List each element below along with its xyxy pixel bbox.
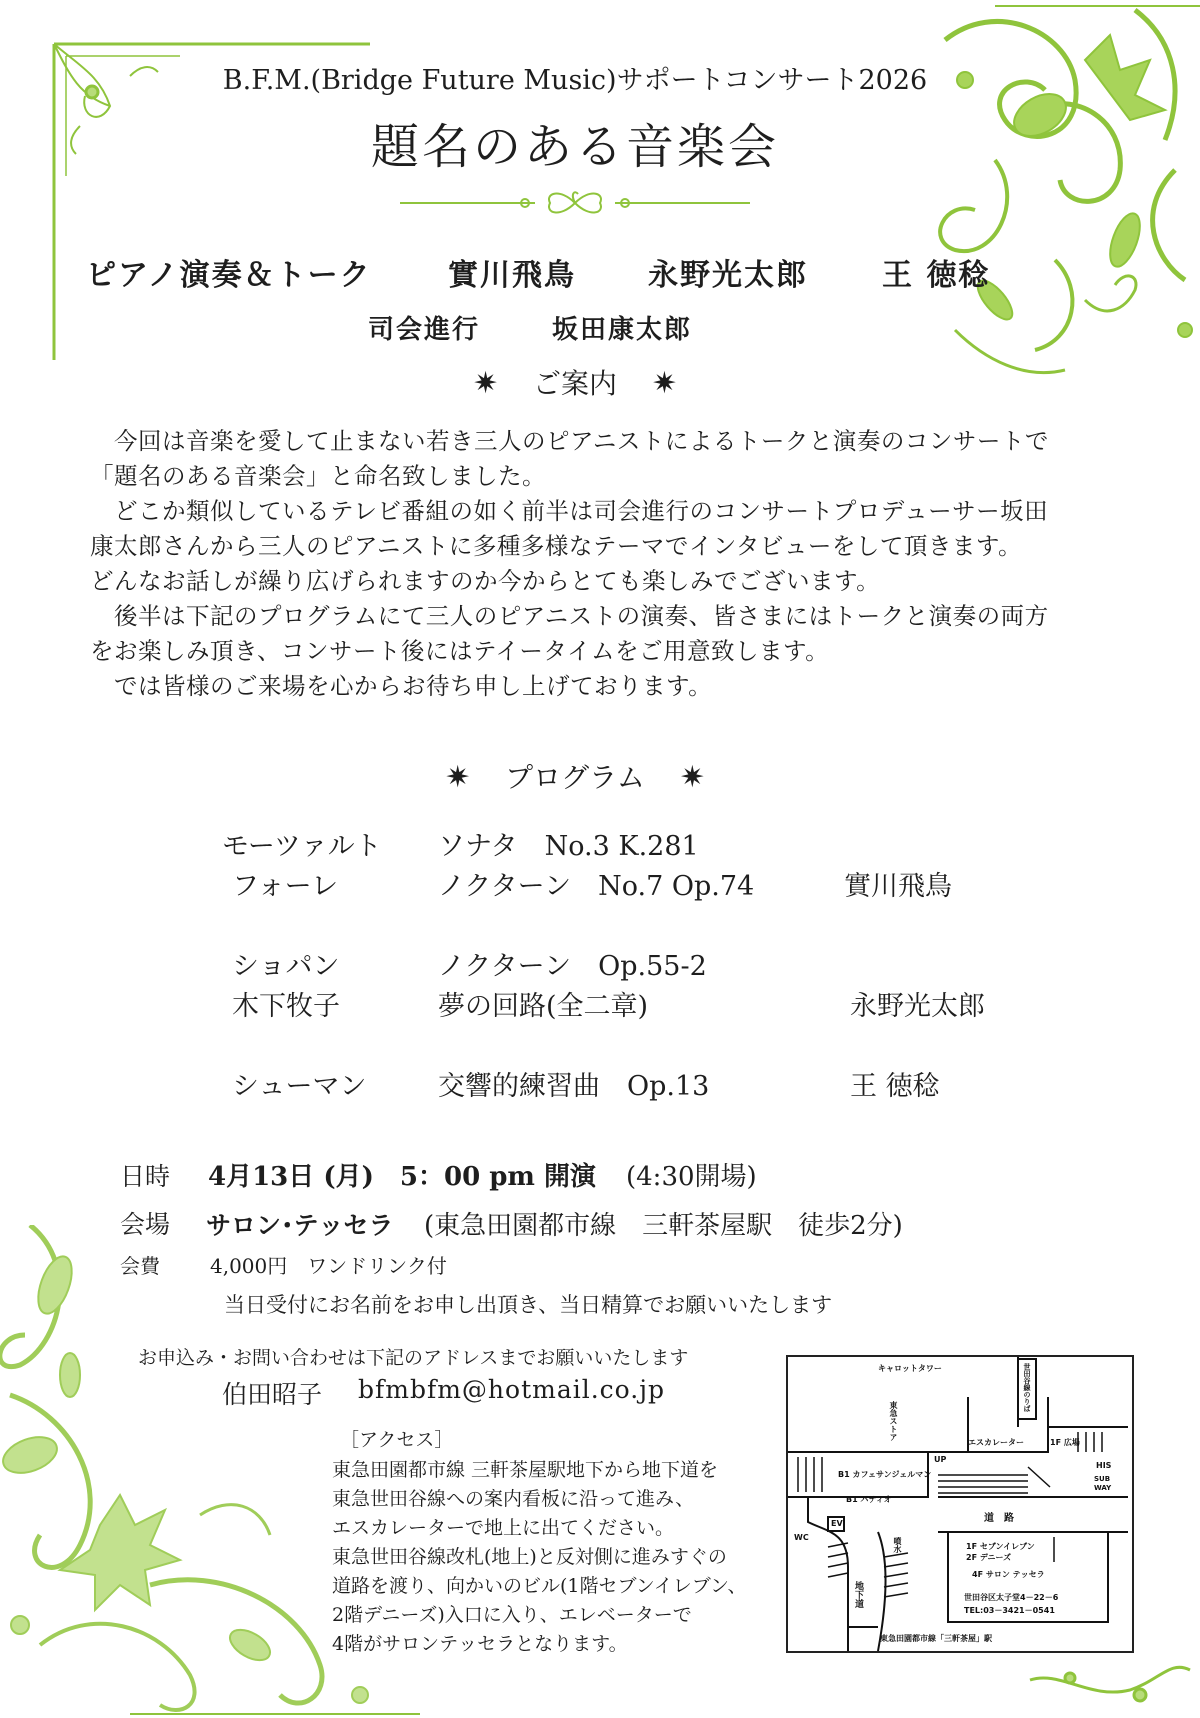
guide-line: どんなお話しが繰り広げられますのか今からとても楽しみでございます。	[90, 567, 881, 595]
performer-name-3: 王 徳稔	[882, 258, 991, 293]
contact-intro: お申込み・お問い合わせは下記のアドレスまでお願いいたします	[138, 1347, 689, 1369]
program-work: 交響的練習曲 Op.13	[438, 1071, 710, 1102]
map-label: キャロットタワー	[878, 1364, 942, 1373]
fee-label: 会費	[120, 1254, 160, 1278]
access-line: 2階デニーズ)入口に入り、エレベーターで	[332, 1604, 692, 1626]
guide-heading	[0, 362, 1150, 402]
map-label: EV	[831, 1519, 843, 1528]
mc-name: 坂田康太郎	[552, 315, 693, 345]
map-label: エスカレーター	[968, 1438, 1024, 1447]
venue-value: サロン･テッセラ	[206, 1211, 394, 1240]
guide-line: では皆様のご来場を心からお待ち申し上げております。	[90, 672, 713, 700]
program-work: 夢の回路(全二章)	[438, 991, 649, 1022]
venue-label: 会場	[120, 1210, 171, 1239]
contact-email[interactable]: bfmbfm@hotmail.co.jp	[358, 1375, 665, 1404]
access-line: エスカレーターで地上に出てください。	[332, 1517, 675, 1539]
map-label: 1F セブンイレブン	[966, 1542, 1035, 1551]
guide-line: 今回は音楽を愛して止まない若き三人のピアニストによるトークと演奏のコンサートで	[90, 427, 1049, 455]
guide-line: をお楽しみ頂き、コンサート後にはテイータイムをご用意致します。	[90, 637, 830, 665]
map-lines	[788, 1357, 1132, 1651]
date-label: 日時	[120, 1162, 171, 1191]
program-performer: 實川飛鳥	[844, 871, 952, 902]
program-heading	[0, 756, 1150, 796]
map-label: 地下道	[853, 1581, 863, 1608]
guide-heading-text: ご案内	[532, 367, 617, 400]
program-composer: ショパン	[232, 951, 340, 982]
access-line: 東急田園都市線 三軒茶屋駅地下から地下道を	[332, 1459, 719, 1481]
star-icon: ✷	[651, 366, 678, 401]
mc-label: 司会進行	[368, 315, 481, 345]
date-value: 4月13日 (月) 5：00 pm 開演	[208, 1162, 596, 1192]
access-line: 東急世田谷線への案内看板に沿って進み、	[332, 1488, 695, 1510]
access-line: 東急世田谷線改札(地上)と反対側に進みすぐの	[332, 1546, 727, 1568]
map-label: SUB WAY	[1094, 1475, 1112, 1492]
map-label: 東急ストア	[889, 1401, 898, 1441]
access-line: 道路を渡り、向かいのビル(1階セブンイレブン、	[332, 1575, 747, 1597]
map-label: 世田谷線のりば	[1023, 1363, 1031, 1412]
program-composer: 木下牧子	[232, 991, 340, 1022]
map-label: 東急田園都市線「三軒茶屋」駅	[880, 1634, 992, 1643]
access-map	[786, 1355, 1134, 1653]
map-label: 道 路	[984, 1513, 1014, 1524]
performer-name-1: 實川飛鳥	[448, 258, 576, 293]
star-icon: ✷	[445, 760, 471, 795]
program-composer: フォーレ	[232, 871, 339, 902]
performers-label: ピアノ演奏＆トーク	[86, 258, 372, 293]
fee-note: 当日受付にお名前をお申し出頂き、当日精算でお願いいたします	[224, 1293, 833, 1317]
map-label: 2F デニーズ	[966, 1553, 1012, 1562]
program-composer: モーツァルト	[222, 831, 382, 862]
fee-value: 4,000円 ワンドリンク付	[210, 1254, 447, 1278]
access-line: 4階がサロンテッセラとなります。	[332, 1633, 628, 1655]
map-label: 世田谷区太子堂4－22－6	[964, 1593, 1059, 1602]
star-icon: ✷	[472, 366, 499, 401]
map-label: HIS	[1096, 1461, 1112, 1470]
venue-note: (東急田園都市線 三軒茶屋駅 徒歩2分)	[424, 1211, 903, 1241]
map-label: 噴水	[893, 1537, 902, 1553]
guide-line: どこか類似しているテレビ番組の如く前半は司会進行のコンサートプロデューサー坂田	[90, 497, 1049, 525]
map-label: B1 カフェサンジェルマン	[838, 1470, 932, 1479]
map-label: 1F 広場	[1050, 1438, 1080, 1447]
star-icon: ✷	[679, 760, 705, 795]
contact-name: 伯田昭子	[222, 1380, 323, 1409]
access-heading: ［アクセス］	[340, 1429, 454, 1451]
program-performer: 永野光太郎	[850, 991, 985, 1022]
title-divider-ornament	[400, 188, 750, 218]
concert-title: 題名のある音楽会	[370, 119, 779, 175]
program-composer: シューマン	[232, 1071, 367, 1102]
guide-line: 康太郎さんから三人のピアニストに多種多様なテーマでインタビューをして頂きます。	[90, 532, 1023, 560]
map-label: B1 パティオ	[846, 1495, 892, 1504]
program-work: ソナタ No.3 K.281	[438, 831, 699, 862]
map-label: TEL:03－3421－0541	[964, 1606, 1055, 1615]
map-label: WC	[794, 1533, 809, 1542]
program-work: ノクターン No.7 Op.74	[438, 871, 755, 902]
program-heading-text: プログラム	[505, 761, 645, 794]
map-label: 4F サロン テッセラ	[972, 1570, 1045, 1579]
map-label: UP	[934, 1455, 947, 1464]
date-note: (4:30開場)	[626, 1162, 757, 1192]
guide-line: 「題名のある音楽会」と命名致しました。	[90, 462, 546, 490]
performer-name-2: 永野光太郎	[648, 258, 808, 293]
guide-line: 後半は下記のプログラムにて三人のピアニストの演奏、皆さまにはトークと演奏の両方	[90, 602, 1049, 630]
program-performer: 王 徳稔	[850, 1071, 940, 1102]
concert-series-subtitle: B.F.M.(Bridge Future Music)サポートコンサート2026	[222, 65, 928, 96]
program-work: ノクターン Op.55-2	[438, 951, 707, 982]
